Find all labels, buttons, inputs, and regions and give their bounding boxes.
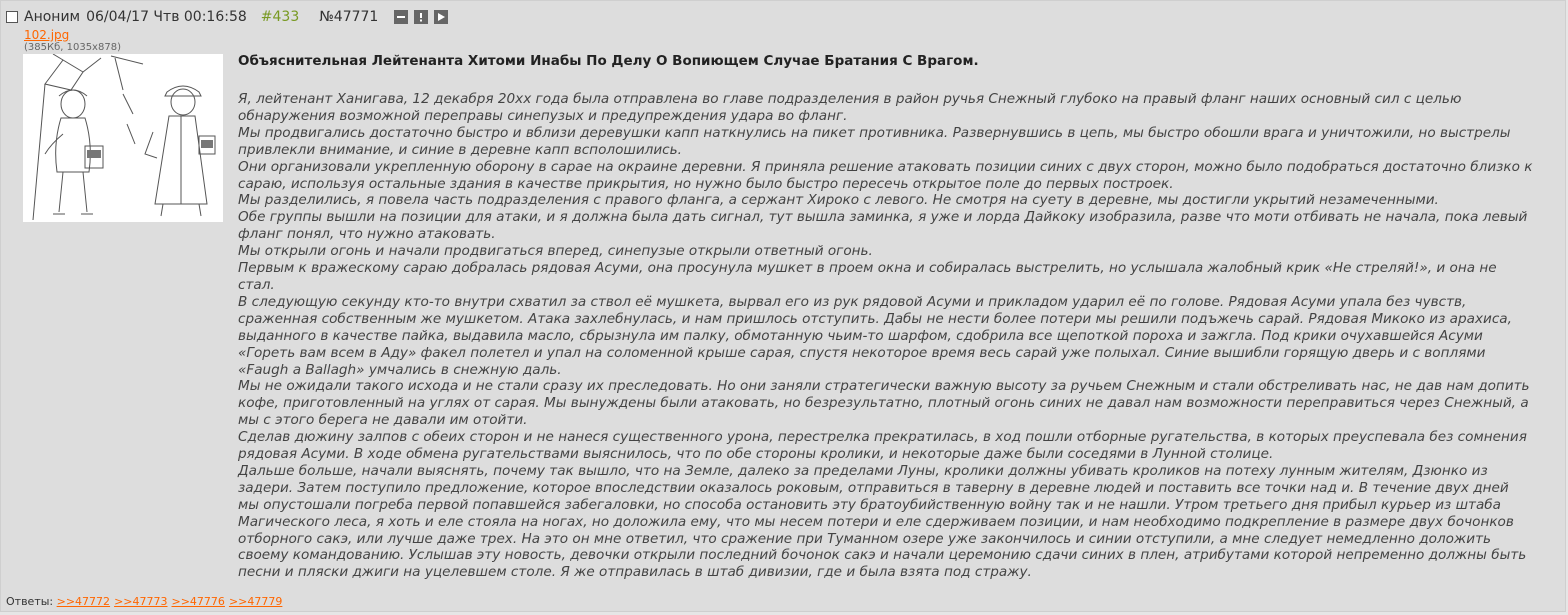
post-body xyxy=(238,91,1534,581)
post-header xyxy=(6,7,454,27)
reply-link[interactable]: >>47772 xyxy=(56,595,111,608)
attachment-thumbnail[interactable] xyxy=(23,54,223,222)
post-datetime: 06/04/17 Чтв 00:16:58 xyxy=(86,9,247,25)
play-icon xyxy=(436,12,446,22)
reply-link[interactable]: >>47776 xyxy=(171,595,225,608)
post-number-link[interactable]: №47771 xyxy=(319,9,379,25)
exclamation-icon xyxy=(416,12,426,22)
post-paragraph: Дальше больше, начали выяснять, почему так вышло, что на Земле, далеко за пределами Луны, кролики должны убивать кроликов на потеху лунным жителям, Дзюнко из задери. Затем поступило предложение, которое впоследствии оказалось роковым, отправиться в таверну в деревне людей и поставить все точки над и. В течение двух дней мы опустошали погреба первой попавшейся забегаловки, но способа остановить эту братоубийственную войну так и не нашли. Утром третьего дня прибыл курьер из штаба Магического леса, я хоть и еле стояла на ногах, но доложила ему, что мы несем потери и еле сдерживаем позиции, и нам необходимо подкрепление в размере двух бочонков отборного сакэ, или лучше даже трех. На это он мне ответил, что сражение при Туманном озере уже закончилось и синии отступили, а мне следует немедленно доложить своему командованию. Услышав эту новость, девочки открыли последний бочонок сакэ и начали церемонию сдачи синих в плен, атрибутами которой непременно должны быть песни и пляски джиги на уцелевшем столе. Я же отправилась в штаб дивизии, где и была взята под стражу. xyxy=(238,462,1527,581)
post-paragraph: Мы продвигались достаточно быстро и вблизи деревушки капп наткнулись на пикет противника. Развернувшись в цепь, мы быстро обошли врага и уничтожили, но выстрелы привлекли внимание, и синие в деревне капп всполошились. xyxy=(238,124,1511,158)
post-select-checkbox[interactable] xyxy=(6,11,18,23)
post-paragraph: Мы не ожидали такого исхода и не стали сразу их преследовать. Но они заняли стратегически важную высоту за ручьем Снежным и стали обстреливать нас, не дав нам допить кофе, приготовленный на углях от сарая. Мы вынуждены были атаковать, но безрезультатно, плотный огонь синих не давал нам возможности переправиться через Снежный, а мы с этого берега не давали им отойти. xyxy=(238,378,1530,429)
post-paragraph: Мы открыли огонь и начали продвигаться вперед, синепузые открыли ответный огонь. xyxy=(238,243,873,260)
post-paragraph: Первым к вражескому сараю добралась рядовая Асуми, она просунула мушкет в проем окна и собиралась выстрелить, но услышала жалобный крик «Не стреляй!», и она не стал. xyxy=(238,260,1497,293)
post-content xyxy=(238,53,1534,581)
replies-label: Ответы: xyxy=(6,595,54,608)
post-title: Объяснительная Лейтенанта Хитоми Инабы По Делу О Вопиющем Случае Братания С Врагом. xyxy=(238,53,979,69)
attachment-meta: (385Кб, 1035x878) xyxy=(24,42,121,53)
replies-bar xyxy=(6,595,286,608)
post-paragraph: В следующую секунду кто-то внутри схватил за ствол её мушкета, вырвал его из рук рядовой Асуми и прикладом ударил её по голове. Рядовая Асуми упала без чувств, сраженная собственным же мушкетом. Атака захлебнулась, и нам пришлось отступить. Дабы не нести более потери мы решили подъжечь сарай. Рядовая Микоко из арахиса, выданного в качестве пайка, выдавила масло, сбрызнула им палку, обмотанную чьим-то шарфом, сдобрила все щепоткой пороха и зажгла. Под крики очухавшейся Асуми «Гореть вам всем в Аду» факел полетел и упал на соломенной крыше сарая, спустя некоторое время весь сарай уже полыхал. Синие вышибли горящую дверь и с воплями «Faugh a Ballagh» умчались в снежную даль. xyxy=(238,293,1512,378)
post-paragraph: Они организовали укрепленную оборону в сарае на окраине деревни. Я приняла решение атаковать позиции синих с двух сторон, можно было подобраться достаточно близко к сараю, используя остальные здания в качестве прикрытия, но нужно было быстро пересечь открытое поле до первых построек. xyxy=(238,158,1533,192)
hide-post-button[interactable] xyxy=(394,10,408,24)
post-paragraph: Сделав дюжину залпов с обеих сторон и не нанеся существенного урона, перестрелка прекратилась, в ход пошли отборные ругательства, в которых преуспевала без сомнения рядовая Асуми. В ходе обмена ругательствами выяснилось, что по обе стороны кролики, и некоторые даже были соседями в Лунной столице. xyxy=(238,429,1527,463)
post-paragraph: Мы разделились, я повела часть подразделения с правого фланга, а сержант Хироко с левого. Не смотря на суету в деревне, мы достигли укрытий незамеченными. xyxy=(238,192,1439,209)
report-post-button[interactable] xyxy=(414,10,428,24)
post-index: #433 xyxy=(260,9,300,25)
reply-link[interactable]: >>47779 xyxy=(228,595,283,608)
minus-icon xyxy=(396,12,406,22)
reply-post-button[interactable] xyxy=(434,10,448,24)
poster-name: Аноним xyxy=(24,9,81,25)
reply-link[interactable]: >>47773 xyxy=(114,595,168,608)
post-paragraph: Обе группы вышли на позиции для атаки, и я должна была дать сигнал, тут вышла заминка, я уже и лорда Дайкоку изобразила, разве что моти отбивать не начала, пока левый фланг понял, что нужно атаковать. xyxy=(238,209,1528,243)
post-paragraph: Я, лейтенант Ханигава, 12 декабря 20хх года была отправлена во главе подразделения в район ручья Снежный глубоко на правый фланг наших основный сил с целью обнаружения возможной переправы синепузых и предупреждения удара во фланг. xyxy=(238,91,1462,124)
sketch-illustration xyxy=(23,54,223,222)
attachment-filename-link[interactable]: 102.jpg xyxy=(24,28,70,42)
